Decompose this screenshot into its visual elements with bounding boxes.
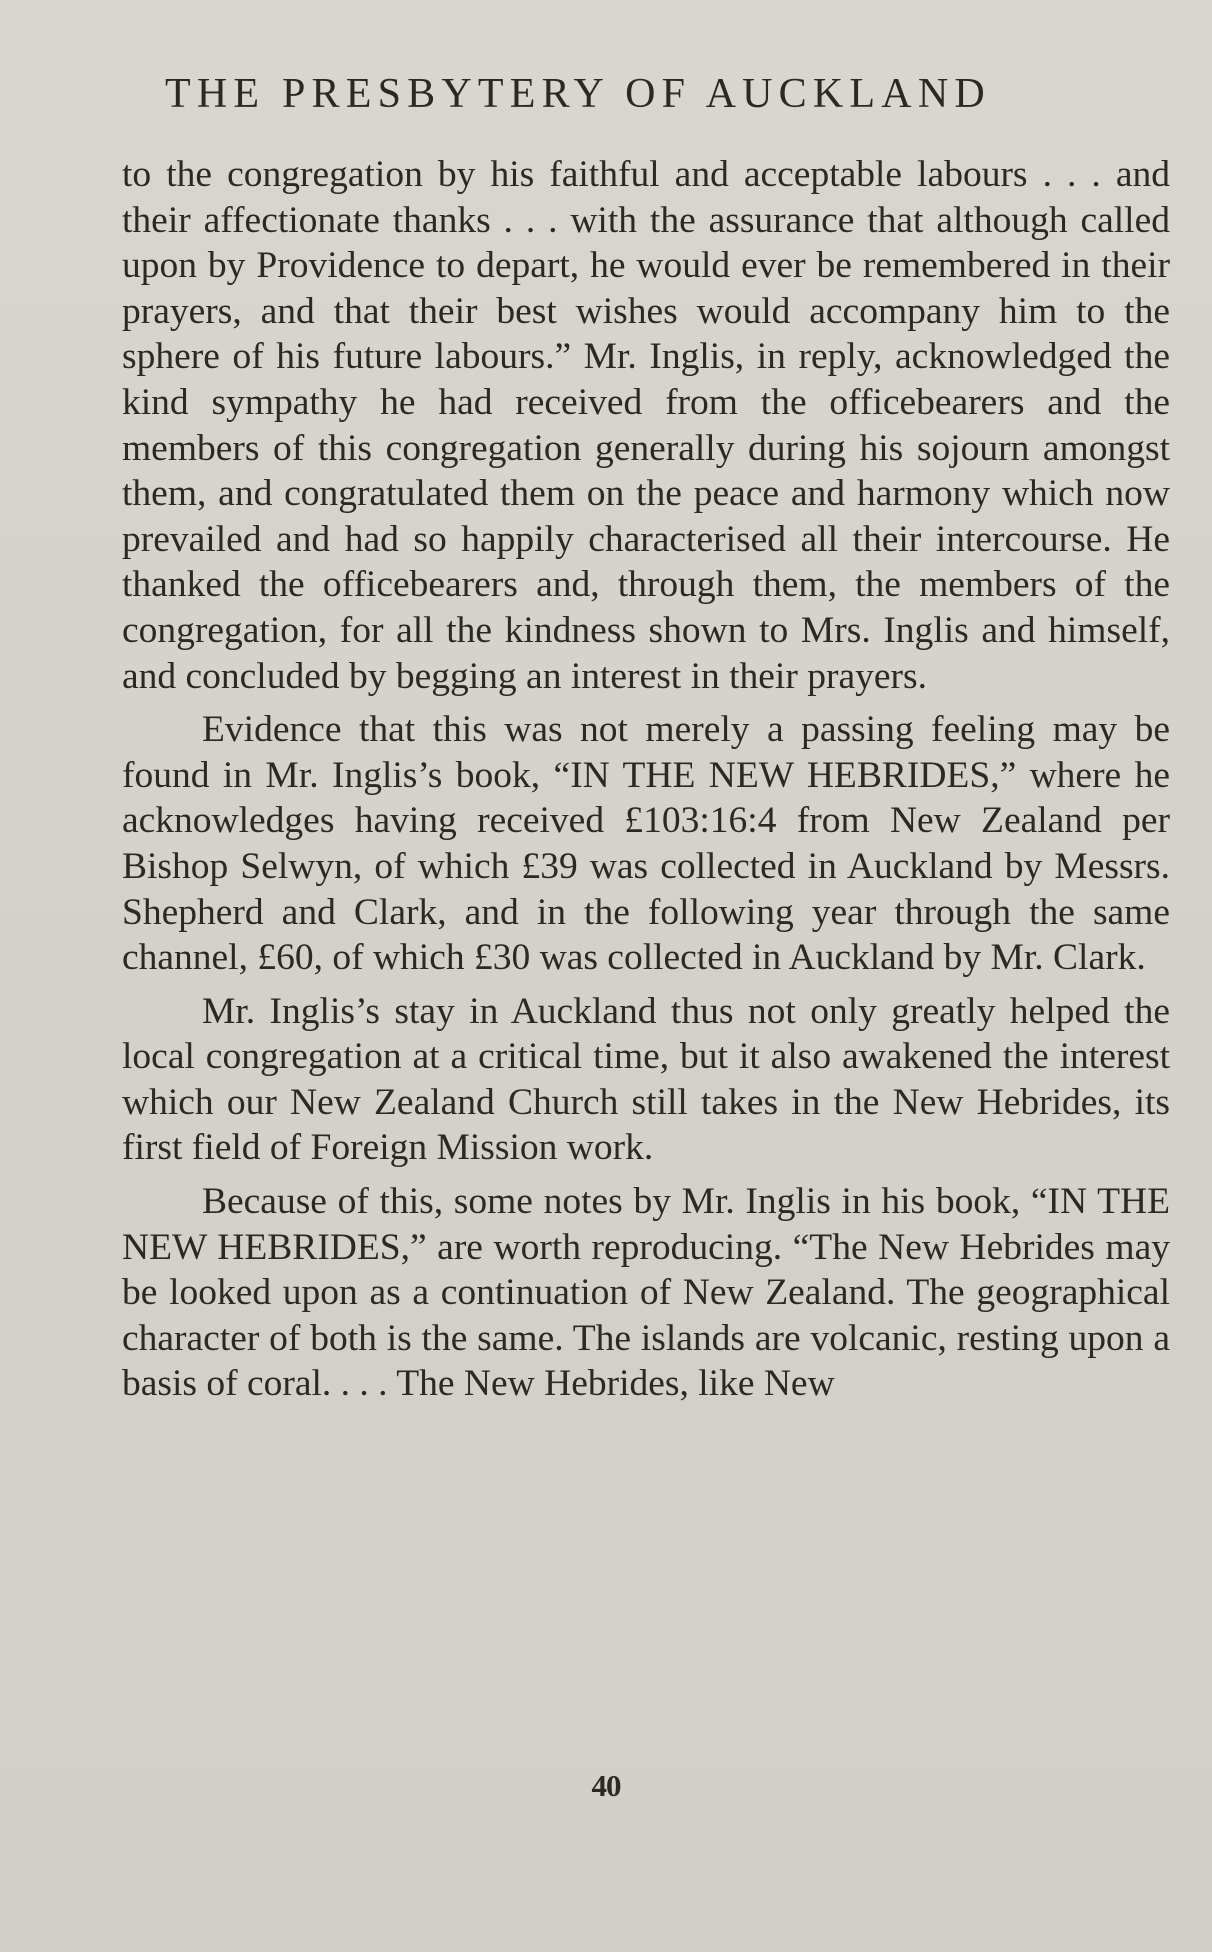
- running-head: THE PRESBYTERY OF AUCKLAND: [165, 71, 991, 117]
- body-text: [122, 152, 1170, 1407]
- page-number: 40: [591, 1768, 621, 1803]
- paragraph: Mr. Inglis’s stay in Auckland thus not only greatly helped the local congregation at a critical time, but it also awakened the interest which our New Zealand Church still takes in the New Hebrides, its first field of Foreign Mission work.: [122, 990, 1170, 1169]
- paragraph: to the congregation by his faithful and acceptable labours . . . and their affectionate thanks . . . with the assurance that although called upon by Providence to depart, he would ever be remembered in their prayers, and that their best wishes would accompany him to the sphere of his future labours.” Mr. Inglis, in reply, acknowledged the kind sympathy he had received from the officebearers and the members of this congregation generally during his sojourn amongst them, and congratulated them on the peace and harmony which now prevailed and had so happily characterised all their intercourse. He thanked the officebearers and, through them, the members of the congregation, for all the kindness shown to Mrs. Inglis and himself, and concluded by begging an interest in their prayers.: [122, 154, 1170, 697]
- paragraph: Because of this, some notes by Mr. Inglis in his book, “IN THE NEW HEBRIDES,” are worth reproducing. “The New Hebrides may be looked upon as a continuation of New Zealand. The geographical character of both is the same. The islands are volcanic, resting upon a basis of coral. . . . The New Hebrides, like New: [122, 1181, 1170, 1405]
- paragraph: Evidence that this was not merely a passing feeling may be found in Mr. Inglis’s book, “IN THE NEW HEBRIDES,” where he acknowledges having received £103:16:4 from New Zealand per Bishop Selwyn, of which £39 was collected in Auckland by Messrs. Shepherd and Clark, and in the following year through the same channel, £60, of which £30 was collected in Auckland by Mr. Clark.: [122, 709, 1170, 979]
